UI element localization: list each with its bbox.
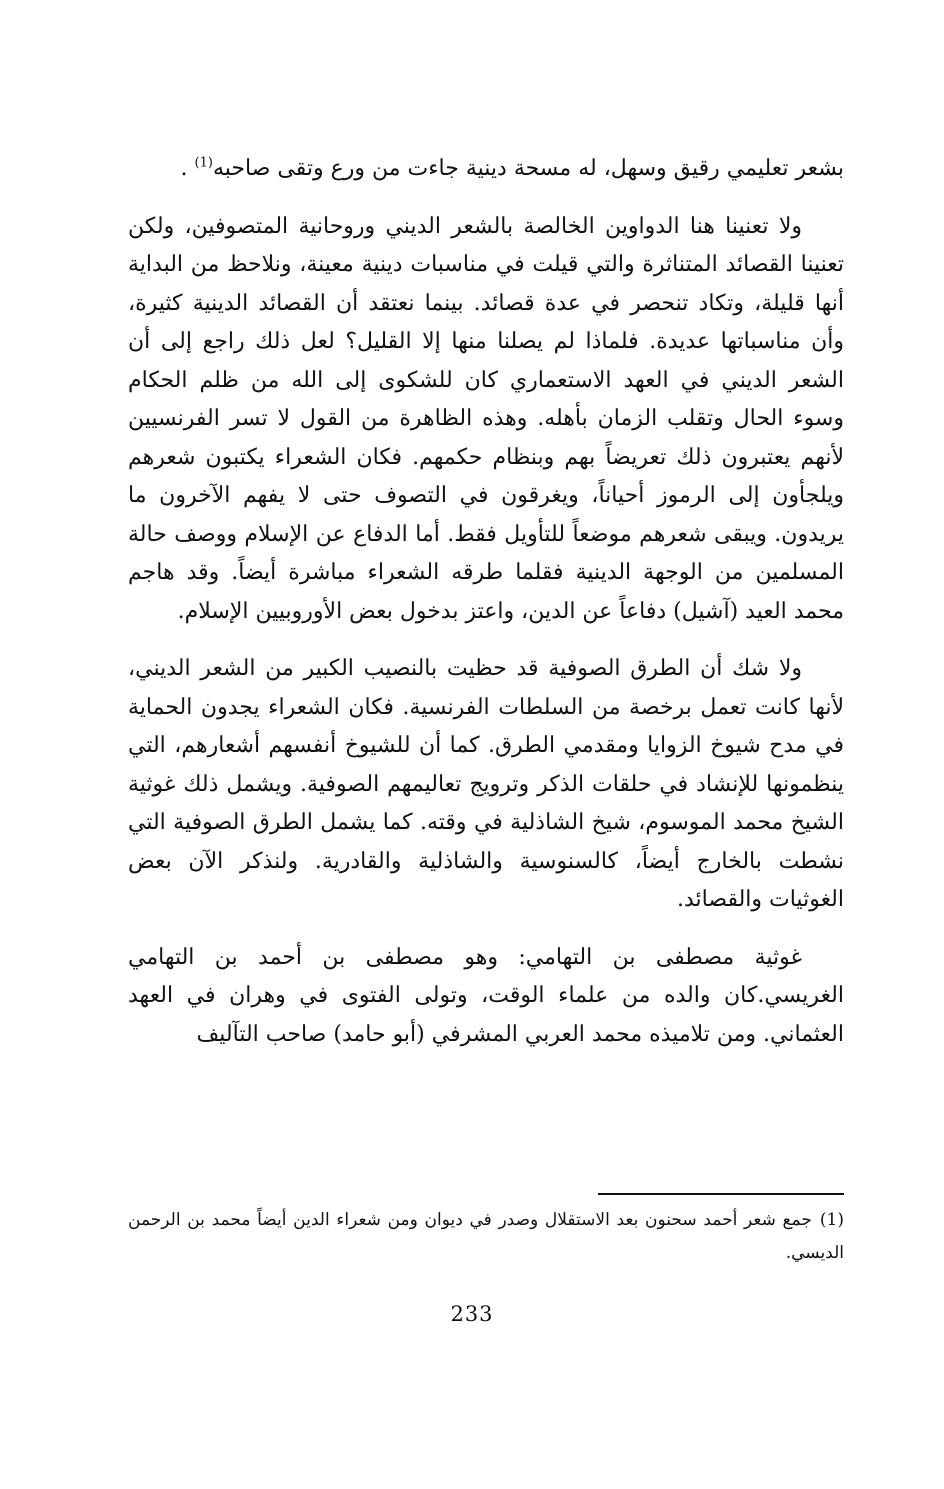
paragraph-tail: . [180, 156, 195, 181]
paragraph-text: بشعر تعليمي رقيق وسهل، له مسحة دينية جاءت من ورع وتقى صاحبه [212, 156, 844, 181]
footnote-divider [598, 1193, 844, 1195]
footnote-reference[interactable]: (1) [194, 155, 213, 171]
footnote-number: (1) [819, 1210, 844, 1230]
footnote [128, 1204, 844, 1270]
paragraph-sufi-orders: ولا شك أن الطرق الصوفية قد حظيت بالنصيب الكبير من الشعر الديني، لأنها كانت تعمل برخصة من السلطات الفرنسية. فكان الشعراء يجدون الحماية في مدح شيوخ الزوايا ومقدمي الطرق. كما أن للشيوخ أنفسهم أشعارهم، التي ينظمونها للإنشاد في حلقات الذكر وترويج تعاليمهم الصوفية. ويشمل ذلك غوثية الشيخ محمد الموسوم، شيخ الشاذلية في وقته. كما يشمل الطرق الصوفية التي نشطت بالخارج أيضاً، كالسنوسية والشاذلية والقادرية. ولنذكر الآن بعض الغوثيات والقصائد. [128, 656, 844, 912]
paragraph-continuation [128, 150, 844, 189]
page-number: 233 [450, 1302, 494, 1326]
paragraph-ghawthiya: غوثية مصطفى بن التهامي: وهو مصطفى بن أحمد بن التهامي الغريسي.كان والده من علماء الوقت، وتولى الفتوى في وهران في العهد العثماني. ومن تلاميذه محمد العربي المشرفي (أبو حامد) صاحب التآليف [128, 944, 844, 1047]
paragraph-religious-poetry: ولا تعنينا هنا الدواوين الخالصة بالشعر الديني وروحانية المتصوفين، ولكن تعنينا القصائد المتناثرة والتي قيلت في مناسبات دينية معينة، ونلاحظ من البداية أنها قليلة، وتكاد تنحصر في عدة قصائد. بينما نعتقد أن القصائد الدينية كثيرة، وأن مناسباتها عديدة. فلماذا لم يصلنا منها إلا القليل؟ لعل ذلك راجع إلى أن الشعر الديني في العهد الاستعماري كان للشكوى إلى الله من ظلم الحكام وسوء الحال وتقلب الزمان بأهله. وهذه الظاهرة من القول لا تسر الفرنسيين لأنهم يعتبرون ذلك تعريضاً بهم وبنظام حكمهم. فكان الشعراء يكتبون شعرهم ويلجأون إلى الرموز أحياناً، ويغرقون في التصوف حتى لا يفهم الآخرون ما يريدون. ويبقى شعرهم موضعاً للتأويل فقط. أما الدفاع عن الإسلام ووصف حالة المسلمين من الوجهة الدينية فقلما طرقه الشعراء مباشرة أيضاً. وقد هاجم محمد العيد (آشيل) دفاعاً عن الدين، واعتز بدخول بعض الأوروبيين الإسلام. [128, 213, 844, 624]
main-text [128, 150, 844, 1073]
footnote-text: جمع شعر أحمد سحنون بعد الاستقلال وصدر في ديوان ومن شعراء الدين أيضاً محمد بن الرحمن الديسي. [128, 1210, 844, 1263]
